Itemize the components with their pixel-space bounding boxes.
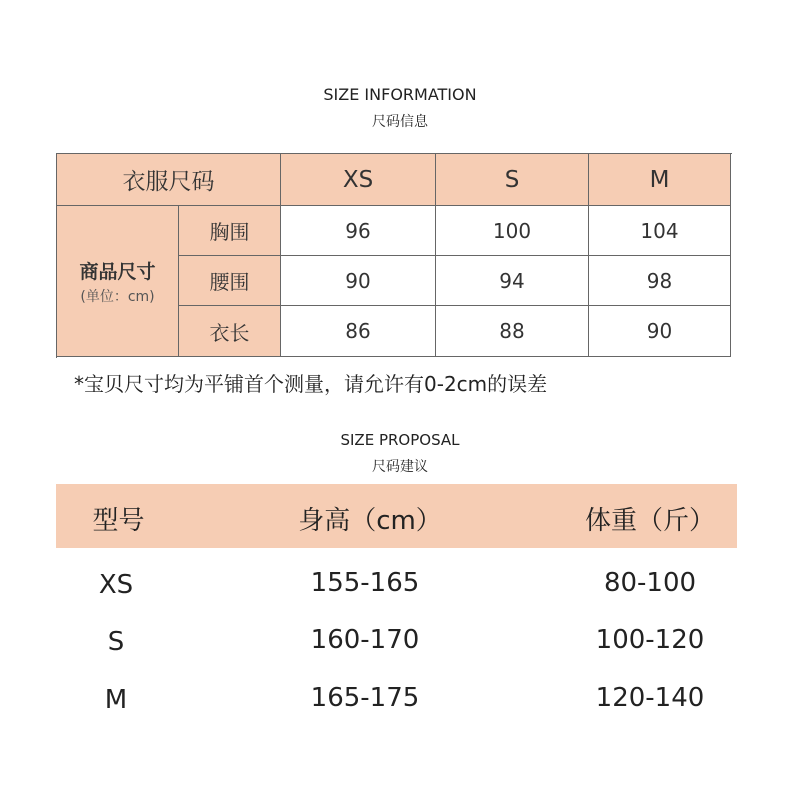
length-xs: 86 xyxy=(281,306,436,357)
size-information-subtitle: 尺码信息 xyxy=(372,114,428,130)
proposal-weight-s: 100-120 xyxy=(595,625,705,655)
proposal-header-weight: 体重（斤） xyxy=(584,506,715,536)
proposal-height-m: 165-175 xyxy=(310,683,420,713)
proposal-header-model: 型号 xyxy=(92,506,145,536)
proposal-size-m: M xyxy=(104,685,128,715)
group-label: 商品尺寸 xyxy=(79,260,156,283)
header-size-s: S xyxy=(436,154,589,206)
length-m: 90 xyxy=(589,306,731,357)
size-proposal-title: SIZE PROPOSAL xyxy=(340,431,460,449)
chest-s: 100 xyxy=(436,206,589,256)
group-label-cell xyxy=(57,206,179,357)
proposal-size-s: S xyxy=(107,627,125,657)
header-size-m: M xyxy=(589,154,731,206)
proposal-weight-xs: 80-100 xyxy=(603,568,697,598)
header-label: 衣服尺码 xyxy=(57,154,281,206)
proposal-size-xs: XS xyxy=(98,570,134,600)
size-information-title: SIZE INFORMATION xyxy=(323,85,477,104)
proposal-height-xs: 155-165 xyxy=(310,568,420,598)
length-s: 88 xyxy=(436,306,589,357)
chest-m: 104 xyxy=(589,206,731,256)
row-label-waist: 腰围 xyxy=(179,256,281,306)
proposal-header-height: 身高（cm） xyxy=(298,506,442,536)
proposal-weight-m: 120-140 xyxy=(595,683,705,713)
measurement-note: *宝贝尺寸均为平铺首个测量，请允许有0-2cm的误差 xyxy=(74,372,548,396)
row-label-chest: 胸围 xyxy=(179,206,281,256)
size-proposal-subtitle: 尺码建议 xyxy=(372,459,428,475)
proposal-height-s: 160-170 xyxy=(310,625,420,655)
row-label-length: 衣长 xyxy=(179,306,281,357)
waist-xs: 90 xyxy=(281,256,436,306)
chest-xs: 96 xyxy=(281,206,436,256)
unit-label: (单位：cm) xyxy=(80,288,155,305)
waist-m: 98 xyxy=(589,256,731,306)
waist-s: 94 xyxy=(436,256,589,306)
size-information-table xyxy=(56,153,732,358)
header-size-xs: XS xyxy=(281,154,436,206)
